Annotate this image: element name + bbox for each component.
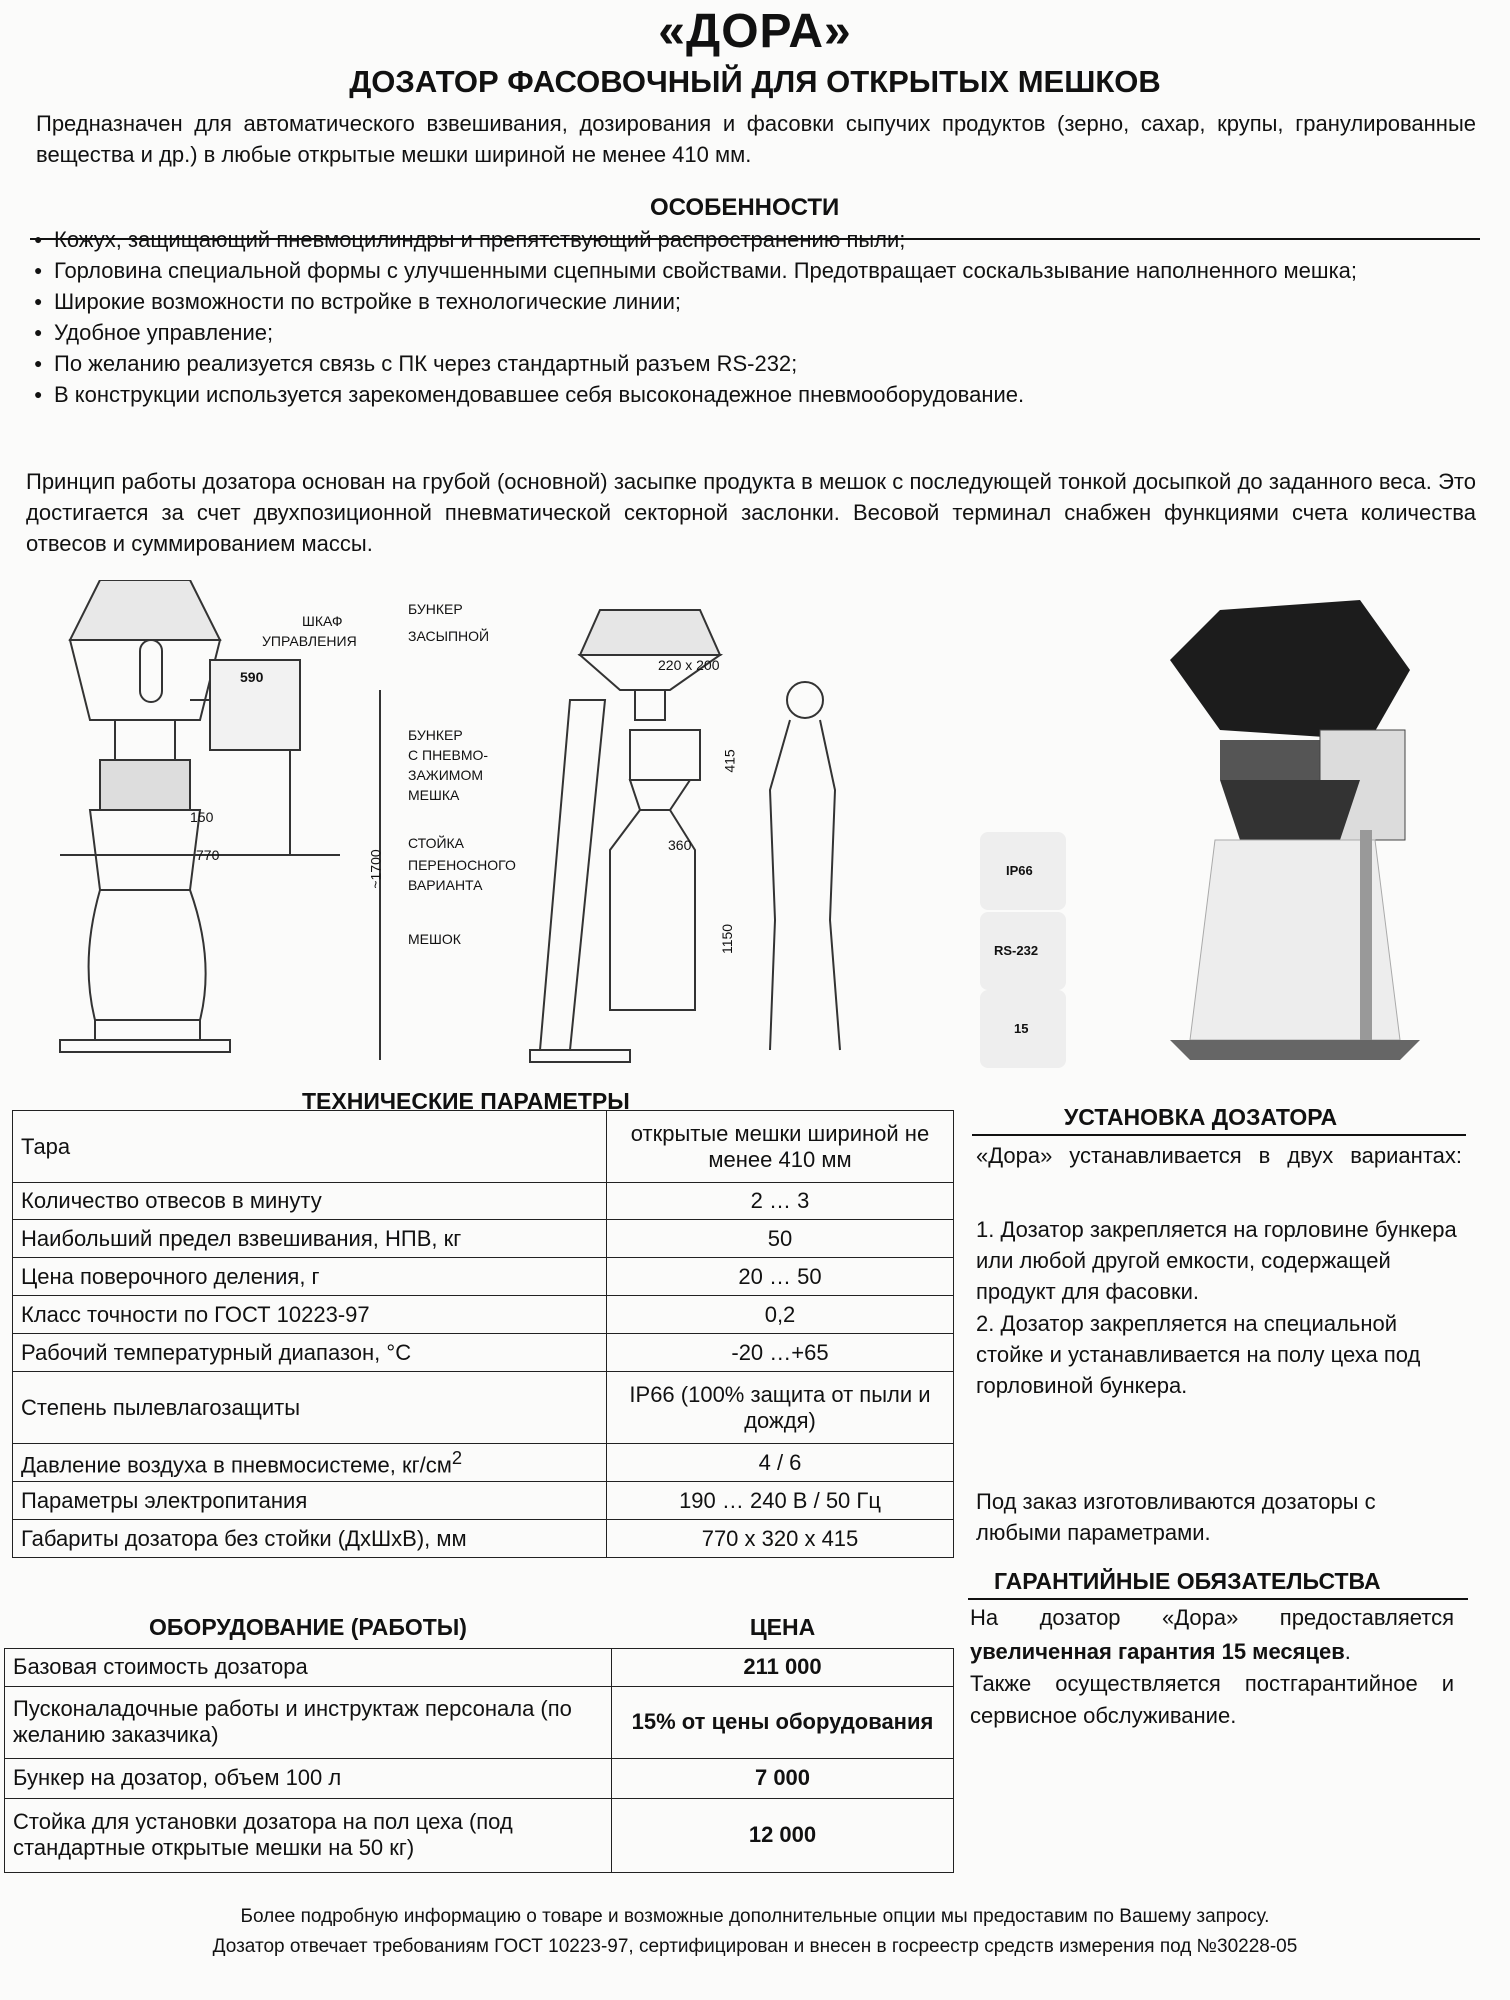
param-value: 2 … 3 [607,1183,954,1220]
param-label: Габариты дозатора без стойки (ДхШхВ), мм [13,1520,607,1558]
stand-label: ПЕРЕНОСНОГО [408,857,516,873]
param-label: Степень пылевлагозащиты [13,1372,607,1444]
features-list [32,224,1472,410]
table-row [13,1444,954,1482]
warranty-rule [968,1598,1468,1600]
feature-item: ● По желанию реализуется связь с ПК через стандартный разъем RS-232; [32,348,1472,379]
stand-drawing [370,590,850,1070]
equipment-price: 7 000 [612,1758,954,1798]
features-heading: ОСОБЕННОСТИ [650,194,840,221]
dimension-label: 770 [196,847,220,863]
table-row [13,1258,954,1296]
feature-item: ● Удобное управление; [32,317,1472,348]
tech-heading: ТЕХНИЧЕСКИЕ ПАРАМЕТРЫ [302,1088,630,1114]
warranty-bold [970,1636,1454,1667]
dimension-label: 415 [721,749,738,773]
table-row [5,1648,954,1686]
clamp-label: БУНКЕР [408,727,463,743]
dimension-label: 220 x 200 [658,657,720,673]
bag-label: МЕШОК [408,931,461,947]
pentagon-15-icon: 15 [1014,1021,1029,1036]
warranty-dot: . [1344,1639,1351,1664]
param-label: Класс точности по ГОСТ 10223-97 [13,1296,607,1334]
dimension-label: 360 [668,837,692,853]
table-row [13,1111,954,1183]
dimension-label: ~1700 [367,849,384,889]
table-row [13,1372,954,1444]
param-value: IP66 (100% защита от пыли и дождя) [607,1372,954,1444]
principle-text: Принцип работы дозатора основан на грубой (основной) засыпке продукта в мешок с последующей тонкой досыпкой до заданного веса. Это достигается за счет двухпозиционной пневматической секторной заслонки. Весовой терминал снабжен функциями счета количества отвесов и суммированием массы. [26,469,1476,556]
param-label [13,1444,607,1482]
param-value: -20 …+65 [607,1334,954,1372]
price-heading: ЦЕНА [612,1608,954,1648]
table-row [5,1758,954,1798]
ip66-icon: IP66 [1006,863,1033,878]
equipment-heading: ОБОРУДОВАНИЕ (РАБОТЫ) [5,1608,612,1648]
superscript: 2 [451,1447,463,1468]
table-row [13,1220,954,1258]
clamp-label: ЗАЖИМОМ [408,767,483,783]
param-label-text: Давление воздуха в пневмосистеме, кг/см [21,1452,452,1478]
clamp-label: МЕШКА [408,787,460,803]
equipment-price-table [4,1608,954,1873]
bunker-label: ЗАСЫПНОЙ [408,628,490,644]
footer-line-2: Дозатор отвечает требованиям ГОСТ 10223-97, сертифицирован и внесен в госреестр средств измерения под №30228-05 [212,1936,1298,1957]
table-header-row [5,1608,954,1648]
table-row [13,1482,954,1520]
page-title: «ДОРА» [658,5,852,58]
equipment-label: Пусконаладочные работы и инструктаж персонала (по желанию заказчика) [5,1686,612,1758]
table-row [13,1520,954,1558]
feature-item: ● Горловина специальной формы с улучшенными сцепными свойствами. Предотвращает соскальзывание наполненного мешка; [32,255,1472,286]
bunker-label: БУНКЕР [408,601,463,617]
param-value: открытые мешки шириной не менее 410 мм [607,1111,954,1183]
feature-item: ● В конструкции используется зарекомендовавшее себя высоконадежное пневмооборудование. [32,379,1472,410]
param-value: 20 … 50 [607,1258,954,1296]
page-subtitle: ДОЗАТОР ФАСОВОЧНЫЙ ДЛЯ ОТКРЫТЫХ МЕШКОВ [349,64,1161,99]
param-value: 190 … 240 В / 50 Гц [607,1482,954,1520]
param-value: 0,2 [607,1296,954,1334]
param-value: 50 [607,1220,954,1258]
warranty-text: На дозатор «Дора» предоставляется [970,1605,1454,1630]
install-lead: «Дора» устанавливается в двух вариантах: [976,1143,1462,1168]
table-row [5,1798,954,1872]
warranty-15-badge [980,990,1066,1068]
footer-line-1: Более подробную информацию о товаре и возможные дополнительные опции мы предоставим по Вашему запросу. [240,1906,1270,1927]
dimension-label: 1150 [719,923,736,955]
install-item-2: 2. Дозатор закрепляется на специальной стойке и устанавливается на полу цеха под горловиной бункера. [976,1311,1421,1398]
equipment-price: 15% от цены оборудования [612,1686,954,1758]
param-value: 770 х 320 х 415 [607,1520,954,1558]
warranty-heading: ГАРАНТИЙНЫЕ ОБЯЗАТЕЛЬСТВА [994,1568,1381,1594]
table-row [13,1296,954,1334]
install-custom-note: Под заказ изготовливаются дозаторы с любыми параметрами. [976,1489,1376,1545]
param-label: Наибольший предел взвешивания, НПВ, кг [13,1220,607,1258]
param-label: Тара [13,1111,607,1183]
stand-label: СТОЙКА [408,835,465,851]
feature-item: ● Широкие возможности по встройке в технологические линии; [32,286,1472,317]
cabinet-label: ШКАФ [302,613,343,629]
rs232-icon: RS-232 [994,943,1039,958]
table-row [5,1686,954,1758]
equipment-price: 12 000 [612,1798,954,1872]
param-label: Цена поверочного деления, г [13,1258,607,1296]
equipment-label: Базовая стоимость дозатора [5,1648,612,1686]
rs232-badge [980,912,1066,990]
ip66-badge [980,832,1066,910]
install-heading: УСТАНОВКА ДОЗАТОРА [1064,1104,1338,1130]
equipment-label: Стойка для установки дозатора на пол цеха (под стандартные открытые мешки на 50 кг) [5,1798,612,1872]
install-item-1: 1. Дозатор закрепляется на горловине бункера или любой другой емкости, содержащей продукт для фасовки. [976,1217,1457,1304]
table-row [13,1334,954,1372]
install-rule [972,1134,1466,1136]
param-value: 4 / 6 [607,1444,954,1482]
warranty-bold-text: увеличенная гарантия 15 месяцев [970,1639,1345,1664]
cabinet-label: УПРАВЛЕНИЯ [262,633,357,649]
param-label: Количество отвесов в минуту [13,1183,607,1220]
machine-front-drawing [40,580,420,1070]
feature-item: ● Кожух, защищающий пневмоцилиндры и препятствующий распространению пыли; [32,224,1472,255]
intro-text: Предназначен для автоматического взвешивания, дозирования и фасовки сыпучих продуктов (зерно, сахар, крупы, гранулированные вещества и др.) в любые открытые мешки шириной не менее 410 мм. [36,111,1476,167]
machine-photo [1160,600,1450,1060]
param-label: Рабочий температурный диапазон, °С [13,1334,607,1372]
equipment-label: Бункер на дозатор, объем 100 л [5,1758,612,1798]
display-readout: 590 [240,669,264,685]
param-label: Параметры электропитания [13,1482,607,1520]
equipment-price: 211 000 [612,1648,954,1686]
table-row [13,1183,954,1220]
stand-label: ВАРИАНТА [408,877,483,893]
tech-params-table [12,1110,954,1558]
warranty-service: Также осуществляется постгарантийное и сервисное обслуживание. [970,1671,1454,1728]
clamp-label: С ПНЕВМО- [408,747,489,763]
dimension-label: 150 [190,809,214,825]
